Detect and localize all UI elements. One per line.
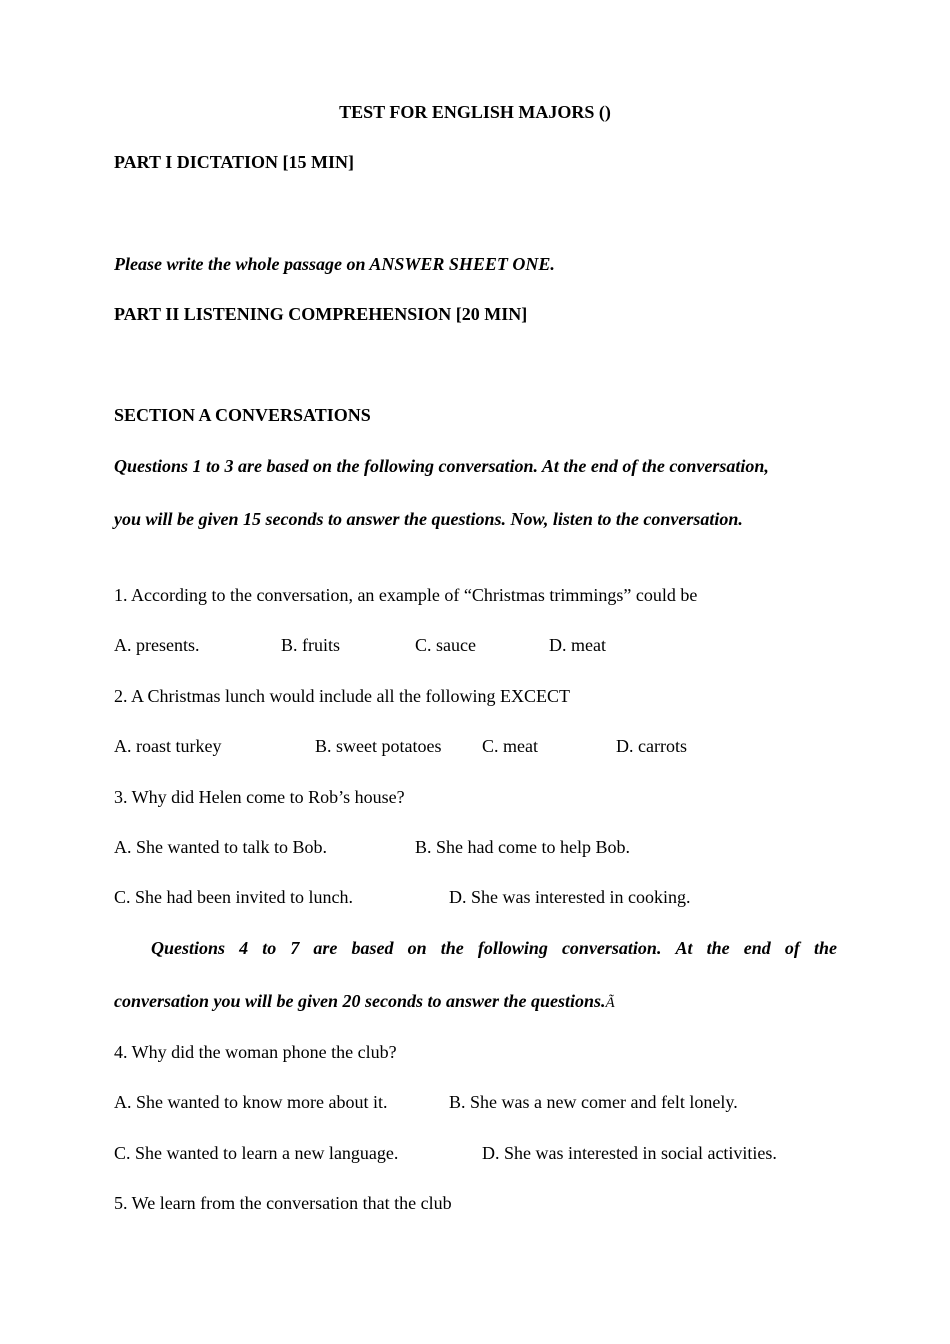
instruction-word: of <box>784 938 800 958</box>
section-a-heading: SECTION A CONVERSATIONS <box>114 405 371 425</box>
part1-heading: PART I DICTATION [15 MIN] <box>114 152 355 172</box>
instruction-word: 7 <box>290 938 300 958</box>
question-1-stem: 1. According to the conversation, an example of “Christmas trimmings” could be <box>114 585 698 605</box>
instruction-word: the <box>813 938 837 958</box>
question-3-option-c: C. She had been invited to lunch. <box>114 887 353 907</box>
question-4-option-d: D. She was interested in social activities. <box>482 1143 777 1163</box>
question-4-option-a: A. She wanted to know more about it. <box>114 1092 388 1112</box>
instruction-word: on <box>407 938 427 958</box>
question-2-stem: 2. A Christmas lunch would include all the following EXCECT <box>114 686 570 706</box>
stray-glyph: Ã <box>605 995 615 1011</box>
question-4-option-c: C. She wanted to learn a new language. <box>114 1143 399 1163</box>
question-3-option-b: B. She had come to help Bob. <box>415 837 630 857</box>
instruction-word: based <box>351 938 394 958</box>
instruction-word: the <box>440 938 464 958</box>
question-1-option-b: B. fruits <box>281 635 341 655</box>
question-1-option-d: D. meat <box>549 635 606 655</box>
instruction-q1-3-line1: Questions 1 to 3 are based on the following conversation. At the end of the conversation, <box>114 456 769 476</box>
instruction-word: to <box>262 938 277 958</box>
instruction-word: 4 <box>239 938 249 958</box>
instruction-q1-3-line2: you will be given 15 seconds to answer the questions. Now, listen to the conversation. <box>114 509 743 529</box>
instruction-word: end <box>743 938 771 958</box>
question-1-option-c: C. sauce <box>415 635 476 655</box>
instruction-q4-7-text: conversation you will be given 20 seconds to answer the questions. <box>114 991 606 1011</box>
question-2-option-d: D. carrots <box>616 736 687 756</box>
instruction-q4-7-line1 <box>151 937 837 959</box>
instruction-word: At <box>675 938 693 958</box>
question-2-option-b: B. sweet potatoes <box>315 736 442 756</box>
instruction-word: conversation. <box>561 938 662 958</box>
question-2-option-a: A. roast turkey <box>114 736 222 756</box>
question-2-option-c: C. meat <box>482 736 538 756</box>
part1-instruction: Please write the whole passage on ANSWER SHEET ONE. <box>114 254 555 274</box>
question-3-stem: 3. Why did Helen come to Rob’s house? <box>114 787 405 807</box>
part2-heading: PART II LISTENING COMPREHENSION [20 MIN] <box>114 304 528 324</box>
page-title: TEST FOR ENGLISH MAJORS () <box>339 102 611 122</box>
question-1-option-a: A. presents. <box>114 635 200 655</box>
question-4-stem: 4. Why did the woman phone the club? <box>114 1042 397 1062</box>
instruction-word: are <box>313 938 338 958</box>
question-3-option-d: D. She was interested in cooking. <box>449 887 691 907</box>
instruction-word: following <box>477 938 548 958</box>
question-4-option-b: B. She was a new comer and felt lonely. <box>449 1092 738 1112</box>
question-3-option-a: A. She wanted to talk to Bob. <box>114 837 327 857</box>
instruction-word: Questions <box>151 938 226 958</box>
question-5-stem: 5. We learn from the conversation that the club <box>114 1193 452 1213</box>
instruction-word: the <box>706 938 730 958</box>
instruction-q4-7-line2 <box>114 990 615 1014</box>
